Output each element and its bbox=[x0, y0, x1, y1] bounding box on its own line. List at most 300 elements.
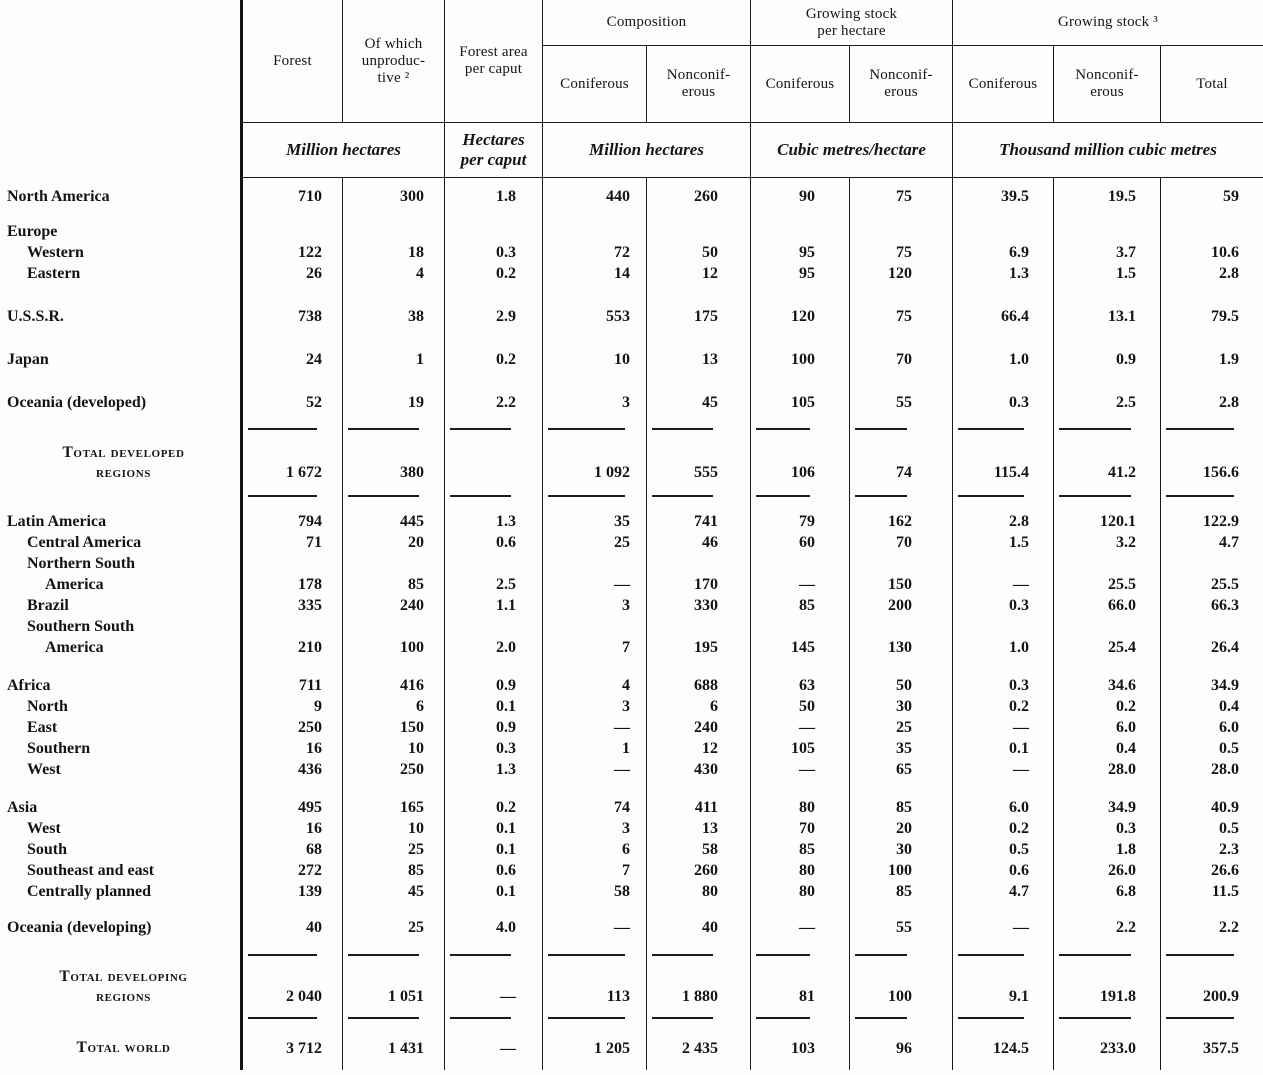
value-cell: 3 bbox=[542, 595, 646, 616]
table-row bbox=[0, 797, 1263, 818]
value-cell bbox=[750, 327, 849, 349]
value-cell: 6.8 bbox=[1053, 881, 1160, 902]
value-cell: 156.6 bbox=[1160, 440, 1263, 486]
value-cell bbox=[750, 431, 849, 440]
value-cell bbox=[542, 616, 646, 637]
value-cell: 1 bbox=[542, 738, 646, 759]
value-cell: 2 040 bbox=[240, 964, 342, 1010]
row-label: Total developed regions bbox=[62, 444, 185, 481]
value-cell: 411 bbox=[646, 797, 750, 818]
value-cell: 25 bbox=[542, 532, 646, 553]
value-cell: 80 bbox=[750, 797, 849, 818]
value-cell: 0.3 bbox=[952, 675, 1053, 696]
value-cell: 28.0 bbox=[1053, 759, 1160, 780]
value-cell: 40.9 bbox=[1160, 797, 1263, 818]
value-cell bbox=[342, 327, 444, 349]
value-cell bbox=[240, 413, 342, 428]
value-cell: 1.1 bbox=[444, 595, 542, 616]
value-cell bbox=[342, 780, 444, 797]
value-cell: 0.2 bbox=[952, 696, 1053, 717]
row-label: East bbox=[27, 719, 58, 736]
value-cell bbox=[240, 498, 342, 511]
value-cell: 0.1 bbox=[444, 839, 542, 860]
row-label: Europe bbox=[7, 223, 58, 240]
value-cell: 335 bbox=[240, 595, 342, 616]
group-label-row bbox=[0, 221, 1263, 242]
nonconiferous-label-line1: Nonconif- bbox=[666, 67, 731, 83]
value-cell bbox=[849, 616, 952, 637]
spacer-row bbox=[0, 178, 1263, 186]
value-cell: 58 bbox=[646, 839, 750, 860]
value-cell bbox=[750, 616, 849, 637]
spacer-row bbox=[0, 780, 1263, 797]
value-cell: 445 bbox=[342, 511, 444, 532]
value-cell: 45 bbox=[646, 392, 750, 413]
value-cell: 30 bbox=[849, 696, 952, 717]
value-cell bbox=[646, 327, 750, 349]
value-cell: 240 bbox=[646, 717, 750, 738]
value-cell bbox=[849, 553, 952, 574]
spacer-row bbox=[0, 486, 1263, 495]
value-cell: 13.1 bbox=[1053, 306, 1160, 327]
value-cell bbox=[542, 284, 646, 306]
value-cell bbox=[750, 553, 849, 574]
value-cell: 710 bbox=[240, 186, 342, 207]
value-cell bbox=[1053, 658, 1160, 675]
value-cell bbox=[1160, 957, 1263, 964]
value-cell: 34.9 bbox=[1053, 797, 1160, 818]
value-cell: 80 bbox=[750, 881, 849, 902]
spacer-row bbox=[0, 498, 1263, 511]
value-cell bbox=[952, 780, 1053, 797]
row-label: America bbox=[45, 576, 104, 593]
value-cell bbox=[342, 486, 444, 495]
row-label bbox=[0, 957, 240, 964]
value-cell: 85 bbox=[342, 574, 444, 595]
table-row bbox=[0, 637, 1263, 658]
spacer-row bbox=[0, 207, 1263, 221]
value-cell bbox=[750, 413, 849, 428]
col-group-composition-label: Composition bbox=[606, 14, 687, 30]
value-cell: 0.3 bbox=[444, 242, 542, 263]
value-cell bbox=[342, 370, 444, 392]
value-cell bbox=[646, 431, 750, 440]
value-cell: 2.5 bbox=[444, 574, 542, 595]
value-cell: 95 bbox=[750, 242, 849, 263]
value-cell bbox=[1053, 957, 1160, 964]
value-cell bbox=[444, 616, 542, 637]
value-cell bbox=[849, 1010, 952, 1017]
value-cell bbox=[849, 486, 952, 495]
col-group-growing-stock-label: Growing stock ³ bbox=[1058, 14, 1158, 30]
value-cell bbox=[1160, 413, 1263, 428]
spacer-row bbox=[0, 1010, 1263, 1017]
value-cell bbox=[1053, 370, 1160, 392]
value-cell: — bbox=[750, 917, 849, 938]
value-cell: 34.6 bbox=[1053, 675, 1160, 696]
value-cell: 66.0 bbox=[1053, 595, 1160, 616]
value-cell: — bbox=[750, 759, 849, 780]
row-label bbox=[0, 413, 240, 428]
value-cell bbox=[849, 957, 952, 964]
value-cell bbox=[849, 178, 952, 186]
units-row-label-space bbox=[0, 122, 240, 178]
value-cell: 1 092 bbox=[542, 440, 646, 486]
value-cell: 71 bbox=[240, 532, 342, 553]
value-cell bbox=[342, 1010, 444, 1017]
value-cell: 2.5 bbox=[1053, 392, 1160, 413]
value-cell bbox=[952, 1010, 1053, 1017]
col-group-composition bbox=[542, 0, 750, 46]
table-row bbox=[0, 759, 1263, 780]
value-cell: 1.0 bbox=[952, 349, 1053, 370]
value-cell: 2.3 bbox=[1160, 839, 1263, 860]
value-cell bbox=[1053, 413, 1160, 428]
value-cell bbox=[1053, 207, 1160, 221]
col-header-growing-stock-nonconiferous bbox=[1053, 46, 1160, 122]
value-cell bbox=[240, 327, 342, 349]
col-header-forest-label: Forest bbox=[273, 52, 312, 69]
value-cell bbox=[750, 780, 849, 797]
value-cell: 741 bbox=[646, 511, 750, 532]
value-cell: 60 bbox=[750, 532, 849, 553]
value-cell: 0.3 bbox=[1053, 818, 1160, 839]
value-cell: 688 bbox=[646, 675, 750, 696]
value-cell: 40 bbox=[240, 917, 342, 938]
spacer-row bbox=[0, 957, 1263, 964]
row-label bbox=[0, 327, 240, 349]
value-cell: 178 bbox=[240, 574, 342, 595]
value-cell bbox=[542, 221, 646, 242]
row-label: North America bbox=[7, 188, 110, 205]
value-cell: 0.3 bbox=[952, 595, 1053, 616]
value-cell bbox=[240, 780, 342, 797]
value-cell: 10 bbox=[542, 349, 646, 370]
value-cell: 13 bbox=[646, 818, 750, 839]
value-cell bbox=[1160, 327, 1263, 349]
nonconiferous-label-line1: Nonconif- bbox=[869, 67, 933, 83]
value-cell: 13 bbox=[646, 349, 750, 370]
value-cell bbox=[849, 498, 952, 511]
value-cell bbox=[750, 221, 849, 242]
table-row bbox=[0, 574, 1263, 595]
value-cell: 191.8 bbox=[1053, 964, 1160, 1010]
value-cell bbox=[849, 780, 952, 797]
row-label: U.S.S.R. bbox=[7, 308, 64, 325]
units-per-hectare-text: Cubic metres/hectare bbox=[777, 140, 926, 159]
value-cell bbox=[240, 370, 342, 392]
col-header-gsha-coniferous bbox=[750, 46, 849, 122]
value-cell bbox=[542, 780, 646, 797]
value-cell: 0.4 bbox=[1053, 738, 1160, 759]
row-label: Centrally planned bbox=[27, 883, 152, 900]
value-cell bbox=[542, 902, 646, 917]
value-cell bbox=[444, 553, 542, 574]
table-row bbox=[0, 717, 1263, 738]
value-cell bbox=[444, 327, 542, 349]
value-cell bbox=[240, 957, 342, 964]
value-cell: 495 bbox=[240, 797, 342, 818]
table-row bbox=[0, 595, 1263, 616]
row-label bbox=[0, 207, 240, 221]
value-cell: 150 bbox=[342, 717, 444, 738]
value-cell: 195 bbox=[646, 637, 750, 658]
value-cell: 1.3 bbox=[444, 511, 542, 532]
value-cell: 233.0 bbox=[1053, 1026, 1160, 1070]
row-label bbox=[0, 658, 240, 675]
value-cell: 19 bbox=[342, 392, 444, 413]
table-row bbox=[0, 881, 1263, 902]
value-cell bbox=[240, 938, 342, 954]
value-cell: 85 bbox=[849, 881, 952, 902]
value-cell: 357.5 bbox=[1160, 1026, 1263, 1070]
value-cell bbox=[646, 938, 750, 954]
value-cell bbox=[849, 431, 952, 440]
row-label bbox=[0, 902, 240, 917]
value-cell: 59 bbox=[1160, 186, 1263, 207]
value-cell: 1.8 bbox=[444, 186, 542, 207]
value-cell: 55 bbox=[849, 392, 952, 413]
value-cell bbox=[952, 486, 1053, 495]
value-cell: 16 bbox=[240, 738, 342, 759]
value-cell: 0.6 bbox=[444, 532, 542, 553]
col-header-unproductive-line1: Of which bbox=[364, 35, 423, 52]
row-label: Southeast and east bbox=[27, 862, 155, 879]
value-cell: 1.3 bbox=[952, 263, 1053, 284]
col-header-per-caput-line1: Forest area bbox=[459, 44, 528, 60]
value-cell: 6 bbox=[542, 839, 646, 860]
value-cell: 28.0 bbox=[1160, 759, 1263, 780]
value-cell: 165 bbox=[342, 797, 444, 818]
value-cell: 12 bbox=[646, 263, 750, 284]
value-cell bbox=[1160, 616, 1263, 637]
value-cell: 4.0 bbox=[444, 917, 542, 938]
value-cell: 0.3 bbox=[952, 392, 1053, 413]
value-cell: 0.1 bbox=[952, 738, 1053, 759]
row-label bbox=[0, 284, 240, 306]
value-cell bbox=[240, 658, 342, 675]
value-cell bbox=[750, 658, 849, 675]
value-cell bbox=[952, 616, 1053, 637]
value-cell bbox=[1160, 938, 1263, 954]
value-cell: 330 bbox=[646, 595, 750, 616]
value-cell: — bbox=[542, 917, 646, 938]
value-cell: 0.6 bbox=[444, 860, 542, 881]
value-cell: 1.0 bbox=[952, 637, 1053, 658]
value-cell bbox=[646, 658, 750, 675]
value-cell bbox=[444, 1010, 542, 1017]
value-cell bbox=[342, 902, 444, 917]
value-cell bbox=[646, 616, 750, 637]
value-cell bbox=[646, 221, 750, 242]
col-header-growing-stock-coniferous bbox=[952, 46, 1053, 122]
value-cell bbox=[542, 957, 646, 964]
value-cell: 0.9 bbox=[444, 717, 542, 738]
value-cell bbox=[342, 658, 444, 675]
value-cell: 738 bbox=[240, 306, 342, 327]
value-cell: 0.2 bbox=[444, 349, 542, 370]
units-hectares-per-caput bbox=[444, 122, 542, 178]
value-cell bbox=[952, 221, 1053, 242]
col-header-gsha-nonconiferous bbox=[849, 46, 952, 122]
value-cell: 3 712 bbox=[240, 1026, 342, 1070]
value-cell bbox=[444, 207, 542, 221]
value-cell bbox=[646, 957, 750, 964]
value-cell: 7 bbox=[542, 637, 646, 658]
value-cell bbox=[952, 284, 1053, 306]
value-cell: 74 bbox=[542, 797, 646, 818]
value-cell: 75 bbox=[849, 306, 952, 327]
value-cell bbox=[750, 902, 849, 917]
value-cell: 11.5 bbox=[1160, 881, 1263, 902]
table-row bbox=[0, 917, 1263, 938]
value-cell: — bbox=[952, 717, 1053, 738]
value-cell bbox=[240, 284, 342, 306]
value-cell: 66.3 bbox=[1160, 595, 1263, 616]
value-cell: 794 bbox=[240, 511, 342, 532]
value-cell bbox=[952, 207, 1053, 221]
value-cell: 122 bbox=[240, 242, 342, 263]
value-cell: 250 bbox=[240, 717, 342, 738]
value-cell bbox=[1053, 902, 1160, 917]
value-cell: 120.1 bbox=[1053, 511, 1160, 532]
units-per-caput-line1: Hectares bbox=[462, 130, 525, 149]
units-per-caput-line2: per caput bbox=[460, 150, 527, 169]
row-label: America bbox=[45, 639, 104, 656]
value-cell: 100 bbox=[342, 637, 444, 658]
value-cell: 3 bbox=[542, 696, 646, 717]
value-cell bbox=[342, 938, 444, 954]
value-cell: — bbox=[750, 574, 849, 595]
value-cell: 3 bbox=[542, 818, 646, 839]
value-cell bbox=[1160, 178, 1263, 186]
units-area-text: Million hectares bbox=[286, 140, 401, 159]
value-cell bbox=[952, 658, 1053, 675]
value-cell: 113 bbox=[542, 964, 646, 1010]
value-cell bbox=[444, 902, 542, 917]
value-cell: 79 bbox=[750, 511, 849, 532]
value-cell bbox=[240, 207, 342, 221]
value-cell bbox=[952, 498, 1053, 511]
value-cell: 26 bbox=[240, 263, 342, 284]
value-cell: 170 bbox=[646, 574, 750, 595]
value-cell: 1 672 bbox=[240, 440, 342, 486]
value-cell bbox=[750, 957, 849, 964]
value-cell: 26.4 bbox=[1160, 637, 1263, 658]
value-cell: — bbox=[444, 1026, 542, 1070]
value-cell: 1.5 bbox=[952, 532, 1053, 553]
row-label: Eastern bbox=[27, 265, 81, 282]
spacer-row bbox=[0, 431, 1263, 440]
value-cell: 10.6 bbox=[1160, 242, 1263, 263]
value-cell: — bbox=[952, 917, 1053, 938]
value-cell: 30 bbox=[849, 839, 952, 860]
value-cell bbox=[342, 413, 444, 428]
row-label: Oceania (developing) bbox=[7, 919, 152, 936]
value-cell bbox=[646, 370, 750, 392]
value-cell bbox=[444, 221, 542, 242]
row-label: Africa bbox=[7, 677, 51, 694]
value-cell: 145 bbox=[750, 637, 849, 658]
value-cell: 0.2 bbox=[444, 263, 542, 284]
table-row bbox=[0, 738, 1263, 759]
value-cell: — bbox=[542, 759, 646, 780]
value-cell: 38 bbox=[342, 306, 444, 327]
spacer-row bbox=[0, 327, 1263, 349]
row-label bbox=[0, 938, 240, 954]
value-cell: 2.0 bbox=[444, 637, 542, 658]
col-group-gsha-line1: Growing stock bbox=[805, 5, 898, 22]
value-cell: 2.2 bbox=[1053, 917, 1160, 938]
value-cell bbox=[1053, 178, 1160, 186]
value-cell: 0.4 bbox=[1160, 696, 1263, 717]
value-cell bbox=[444, 938, 542, 954]
value-cell bbox=[849, 938, 952, 954]
row-label: Southern bbox=[27, 740, 91, 757]
row-label bbox=[0, 1010, 240, 1017]
value-cell: 6.0 bbox=[1160, 717, 1263, 738]
value-cell bbox=[849, 221, 952, 242]
table-row bbox=[0, 186, 1263, 207]
value-cell bbox=[1053, 498, 1160, 511]
table-row bbox=[0, 818, 1263, 839]
value-cell: 4 bbox=[542, 675, 646, 696]
value-cell: 45 bbox=[342, 881, 444, 902]
units-cubic-metres-per-hectare bbox=[750, 122, 952, 178]
value-cell: 9.1 bbox=[952, 964, 1053, 1010]
value-cell bbox=[952, 902, 1053, 917]
table-row bbox=[0, 675, 1263, 696]
value-cell bbox=[1160, 902, 1263, 917]
value-cell: 58 bbox=[542, 881, 646, 902]
value-cell: 4.7 bbox=[1160, 532, 1263, 553]
value-cell bbox=[849, 413, 952, 428]
value-cell: — bbox=[542, 574, 646, 595]
row-label: Asia bbox=[7, 799, 38, 816]
value-cell bbox=[1053, 221, 1160, 242]
value-cell: 4 bbox=[342, 263, 444, 284]
value-cell: 20 bbox=[849, 818, 952, 839]
value-cell bbox=[542, 413, 646, 428]
value-cell bbox=[1053, 938, 1160, 954]
value-cell: 1 051 bbox=[342, 964, 444, 1010]
value-cell bbox=[542, 498, 646, 511]
value-cell bbox=[1160, 498, 1263, 511]
value-cell: — bbox=[952, 574, 1053, 595]
table-row bbox=[0, 696, 1263, 717]
value-cell bbox=[444, 431, 542, 440]
units-composition-text: Million hectares bbox=[589, 140, 704, 159]
group-label-row bbox=[0, 553, 1263, 574]
total-row bbox=[0, 1026, 1263, 1070]
table-row bbox=[0, 860, 1263, 881]
value-cell bbox=[1053, 616, 1160, 637]
units-thousand-million-cubic-metres bbox=[952, 122, 1263, 178]
value-cell: 39.5 bbox=[952, 186, 1053, 207]
value-cell: 6.0 bbox=[1053, 717, 1160, 738]
value-cell bbox=[240, 221, 342, 242]
value-cell: 7 bbox=[542, 860, 646, 881]
value-cell bbox=[342, 178, 444, 186]
row-label: Northern South bbox=[27, 555, 136, 572]
value-cell: 85 bbox=[750, 595, 849, 616]
coniferous-label: Coniferous bbox=[968, 75, 1038, 92]
col-header-growing-stock-total bbox=[1160, 46, 1263, 122]
value-cell bbox=[1160, 284, 1263, 306]
value-cell bbox=[646, 178, 750, 186]
value-cell bbox=[952, 938, 1053, 954]
value-cell bbox=[646, 413, 750, 428]
